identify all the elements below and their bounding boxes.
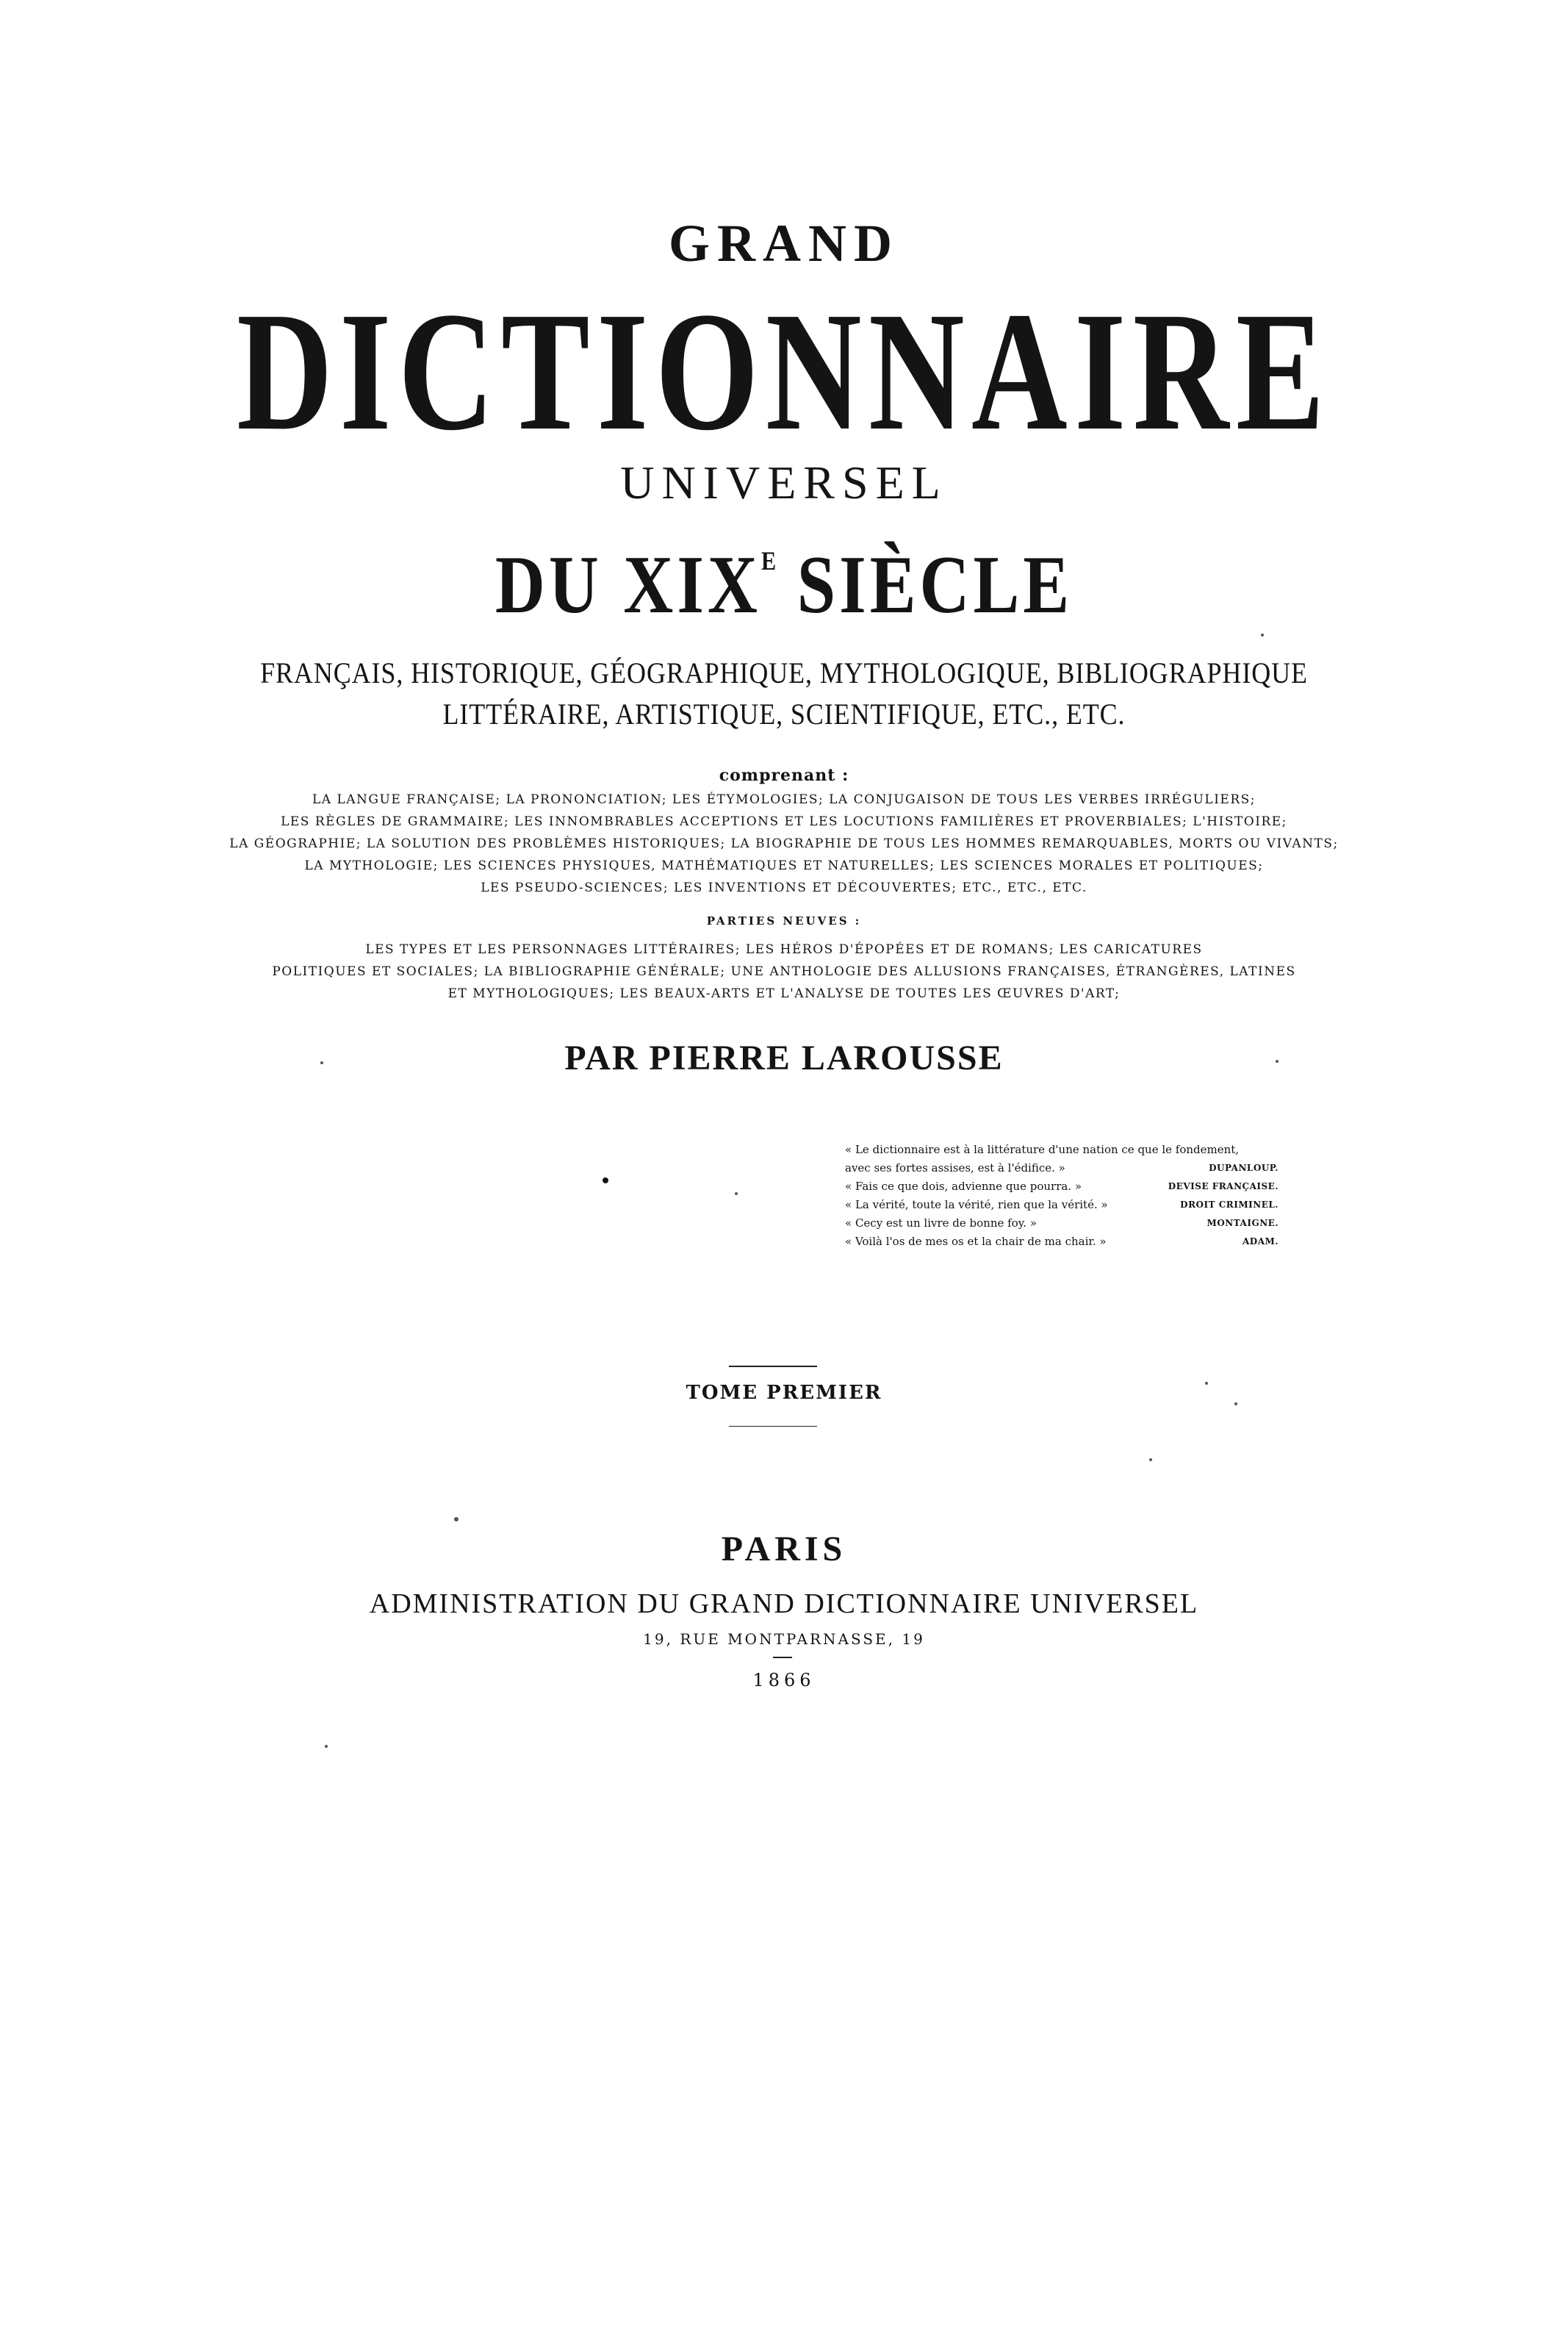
epigraph-text: « Fais ce que dois, advienne que pourra. » bbox=[845, 1180, 1082, 1193]
contents-line: LA MYTHOLOGIE; LES SCIENCES PHYSIQUES, MATHÉMATIQUES ET NATURELLES; LES SCIENCES MORALES ET POLITIQUES; bbox=[304, 858, 1264, 873]
title-siecle-superscript: E bbox=[761, 546, 777, 576]
title-grand: GRAND bbox=[669, 214, 899, 273]
scan-speck bbox=[1261, 634, 1264, 637]
new-parts-line: POLITIQUES ET SOCIALES; LA BIBLIOGRAPHIE GÉNÉRALE; UNE ANTHOLOGIE DES ALLUSIONS FRANÇAISES, ÉTRANGÈRES, LATINES bbox=[272, 964, 1296, 979]
scan-speck bbox=[1205, 1382, 1208, 1385]
scan-speck bbox=[320, 1061, 323, 1064]
epigraph-row bbox=[845, 1196, 1279, 1214]
subtitle-line-2: LITTÉRAIRE, ARTISTIQUE, SCIENTIFIQUE, ETC., ETC. bbox=[442, 698, 1126, 731]
epigraph-row bbox=[845, 1141, 1279, 1159]
contents-line: LES PSEUDO-SCIENCES; LES INVENTIONS ET DÉCOUVERTES; ETC., ETC., ETC. bbox=[481, 881, 1087, 895]
scan-speck bbox=[735, 1192, 738, 1195]
author-line: PAR PIERRE LAROUSSE bbox=[564, 1039, 1004, 1078]
new-parts-line: ET MYTHOLOGIQUES; LES BEAUX-ARTS ET L'ANALYSE DE TOUTES LES ŒUVRES D'ART; bbox=[447, 986, 1121, 1001]
rule-below-volume bbox=[729, 1426, 817, 1427]
epigraph-row bbox=[845, 1214, 1279, 1233]
epigraph-block bbox=[845, 1141, 1279, 1251]
new-parts-heading: PARTIES NEUVES : bbox=[706, 914, 862, 928]
epigraph-text: « Cecy est un livre de bonne foy. » bbox=[845, 1216, 1037, 1230]
contents-line: LES RÈGLES DE GRAMMAIRE; LES INNOMBRABLES ACCEPTIONS ET LES LOCUTIONS FAMILIÈRES ET PROVERBIALES; L'HISTOIRE; bbox=[281, 814, 1287, 829]
rule-above-volume bbox=[729, 1366, 817, 1367]
scan-speck bbox=[325, 1745, 328, 1748]
subtitle-line-1: FRANÇAIS, HISTORIQUE, GÉOGRAPHIQUE, MYTHOLOGIQUE, BIBLIOGRAPHIQUE bbox=[260, 656, 1308, 689]
imprint-city: PARIS bbox=[721, 1530, 847, 1568]
contents-line: LA LANGUE FRANÇAISE; LA PRONONCIATION; LES ÉTYMOLOGIES; LA CONJUGAISON DE TOUS LES VERBES IRRÉGULIERS; bbox=[312, 792, 1256, 807]
title-siecle-pre: DU XIX bbox=[495, 539, 762, 631]
imprint-year: 1866 bbox=[752, 1670, 816, 1690]
title-dictionnaire: DICTIONNAIRE bbox=[237, 277, 1331, 466]
imprint-address: 19, RUE MONTPARNASSE, 19 bbox=[643, 1630, 925, 1648]
epigraph-text: « La vérité, toute la vérité, rien que la vérité. » bbox=[845, 1198, 1108, 1211]
title-universel: UNIVERSEL bbox=[620, 456, 948, 509]
epigraph-text: « Le dictionnaire est à la littérature d'une nation ce que le fondement, bbox=[845, 1143, 1240, 1156]
epigraph-row bbox=[845, 1177, 1279, 1196]
epigraph-text: « Voilà l'os de mes os et la chair de ma chair. » bbox=[845, 1235, 1107, 1248]
contents-line: LA GÉOGRAPHIE; LA SOLUTION DES PROBLÈMES HISTORIQUES; LA BIOGRAPHIE DE TOUS LES HOMMES REMARQUABLES, MORTS OU VIVANTS; bbox=[229, 836, 1339, 851]
volume-label: TOME PREMIER bbox=[686, 1382, 882, 1404]
epigraph-source: DUPANLOUP. bbox=[1209, 1163, 1279, 1173]
epigraph-row bbox=[845, 1159, 1279, 1177]
epigraph-source: MONTAIGNE. bbox=[1206, 1218, 1279, 1228]
scan-speck bbox=[1234, 1402, 1237, 1405]
epigraph-source: ADAM. bbox=[1242, 1236, 1279, 1247]
scan-speck bbox=[454, 1517, 458, 1521]
epigraph-source: DROIT CRIMINEL. bbox=[1180, 1200, 1279, 1210]
rule-above-year bbox=[773, 1657, 792, 1658]
epigraph-text: avec ses fortes assises, est à l'édifice. » bbox=[845, 1161, 1065, 1175]
scan-speck bbox=[603, 1177, 608, 1183]
title-siecle-post: SIÈCLE bbox=[776, 539, 1073, 631]
scan-speck bbox=[1276, 1060, 1279, 1063]
scan-speck bbox=[1149, 1458, 1152, 1461]
contents-heading: comprenant : bbox=[719, 766, 849, 785]
new-parts-line: LES TYPES ET LES PERSONNAGES LITTÉRAIRES; LES HÉROS D'ÉPOPÉES ET DE ROMANS; LES CARICATURES bbox=[365, 942, 1203, 957]
title-siecle bbox=[126, 539, 1443, 631]
epigraph-source: DEVISE FRANÇAISE. bbox=[1168, 1181, 1279, 1191]
epigraph-row bbox=[845, 1233, 1279, 1251]
imprint-publisher: ADMINISTRATION DU GRAND DICTIONNAIRE UNIVERSEL bbox=[369, 1588, 1199, 1619]
